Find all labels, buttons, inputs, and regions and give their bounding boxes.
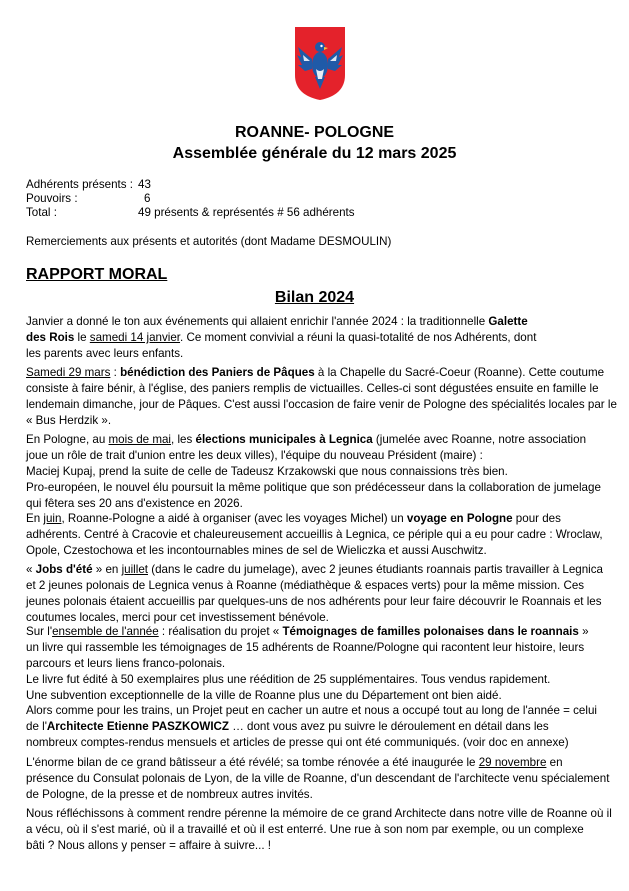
present-value: 43 <box>138 178 151 191</box>
paragraph-galette: Janvier a donné le ton aux événements qui allaient enrichir l'année 2024 : la traditionnelle Galette des Rois le samedi 14 janvier. Ce moment convivial a réuni la quasi-totalité de nos Adhérents, dont les parents avec leurs enfants. <box>26 315 537 360</box>
paragraph-elections: En Pologne, au mois de mai, les élections municipales à Legnica (jumelée avec Roanne, notre association joue un rôle de trait d'union entre les deux villes), l'équipe du nouveau Président (maire) : Maciej Kupaj, prend la suite de celle de Tadeusz Krzakowski que nous connaissions très bien. Pro-européen, le nouvel élu poursuit la même politique que son prédécesseur dans la collaboration de jumelage qui fêtera ses 20 ans d'existence en 2026. <box>26 433 601 510</box>
coat-of-arms-logo <box>293 25 347 101</box>
paragraph-voyage: En juin, Roanne-Pologne a aidé à organiser (avec les voyages Michel) un voyage en Pologne pour des adhérents. Centré à Cracovie et chaleureusement accueillis à Legnica, ce périple qui a eu pour cadre : Wroclaw, Opole, Czestochowa et les incontournables mines de sel de Wieliczka et aussi Auschwitz. <box>26 512 603 557</box>
pouvoirs-value: 6 <box>144 192 151 205</box>
total-label: Total : <box>26 206 57 219</box>
bilan-title: Bilan 2024 <box>274 289 355 306</box>
paragraph-memoire: Nous réfléchissons à comment rendre pérenne la mémoire de ce grand Architecte dans notre ville de Roanne où il a vécu, où il s'est marié, où il a travaillé et où il est enterré. Une rue à son nom par exemple, ou un complexe bâti ? Nous allons y penser = affaire à suivre... ! <box>26 807 612 852</box>
thanks-line: Remerciements aux présents et autorités (dont Madame DESMOULIN) <box>26 235 392 248</box>
paragraph-paques: Samedi 29 mars : bénédiction des Paniers de Pâques à la Chapelle du Sacré-Coeur (Roanne). Cette coutume consiste à faire bénir, à l'église, des paniers remplis de victuailles. Celles-ci sont dégustées ensuite en famille le lendemain dimanche, jour de Pâques. C'est aussi l'occasion de faire venir de Pologne des spécialités locales par le « Bus Herdzik ». <box>26 366 617 427</box>
paragraph-architecte: Alors comme pour les trains, un Projet peut en cacher un autre et nous a occupé tout au long de l'année = celui de l'Architecte Etienne PASZKOWICZ … dont vous avez pu suivre le déroulement en détail dans les nombreux comptes-rendus mensuels et articles de presse qui ont été communiqués. (voir doc en annexe) <box>26 704 597 749</box>
paragraph-jobs: « Jobs d'été » en juillet (dans le cadre du jumelage), avec 2 jeunes étudiants roannais partis travailler à Legnica et 2 jeunes polonais de Legnica venus à Roanne (médiathèque & espaces verts) pour la même mission. Ces jeunes polonais étaient accueillis par quelques-uns de nos adhérents pour leur faire découvrir le Roannais et les coutumes locales, merci pour cet investissement bénévole. <box>26 563 603 624</box>
total-value: 49 présents & représentés # 56 adhérents <box>138 206 355 219</box>
section-title: RAPPORT MORAL <box>26 266 168 283</box>
pouvoirs-label: Pouvoirs : <box>26 192 78 205</box>
present-label: Adhérents présents : <box>26 178 133 191</box>
paragraph-bilan-batisseur: L'énorme bilan de ce grand bâtisseur a été révélé; sa tombe rénovée a été inaugurée le 29 novembre en présence du Consulat polonais de Lyon, de la ville de Roanne, d'un descendant de l'architecte venu spécialement de Pologne, de la presse et de nombreux autres invités. <box>26 756 610 801</box>
paragraph-temoignages: Sur l'ensemble de l'année : réalisation du projet « Témoignages de familles polonaises dans le roannais » un livre qui rassemble les témoignages de 15 adhérents de Roanne/Pologne qui racontent leur histoire, leurs parcours et leurs liens franco-polonais. Le livre fut édité à 50 exemplaires plus une réédition de 25 supplémentaires. Tous vendus rapidement. Une subvention exceptionnelle de la ville de Roanne plus une du Département ont bien aidé. <box>26 625 589 702</box>
document-subtitle: Assemblée générale du 12 mars 2025 <box>172 145 457 162</box>
document-title: ROANNE- POLOGNE <box>234 124 395 141</box>
